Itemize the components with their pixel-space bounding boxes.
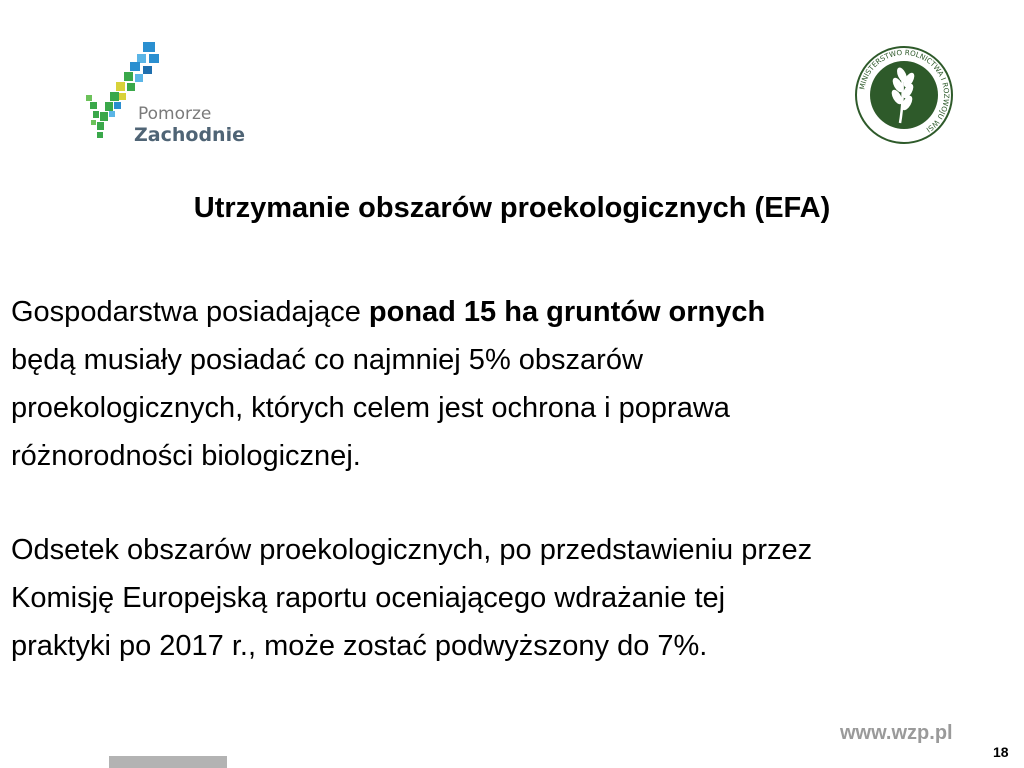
- page-number: 18: [993, 744, 1009, 760]
- svg-text:MINISTERSTWO ROLNICTWA I ROZWO: MINISTERSTWO ROLNICTWA I ROZWOJU WSI: [857, 47, 952, 135]
- paragraph1-line2: będą musiały posiadać co najmniej 5% obszarów: [11, 344, 643, 376]
- ministry-seal-logo: [852, 45, 956, 145]
- paragraph2-line2: Komisję Europejską raportu oceniającego wdrażanie tej: [11, 582, 726, 614]
- paragraph1-lead: Gospodarstwa posiadające: [11, 296, 369, 328]
- logo-text-pomorze: Pomorze: [138, 104, 212, 124]
- paragraph2-line1: Odsetek obszarów proekologicznych, po przedstawieniu przez: [11, 534, 813, 566]
- paragraph1-line4: różnorodności biologicznej.: [11, 440, 361, 472]
- footer-website-url: www.wzp.pl: [840, 722, 953, 744]
- slide-title: Utrzymanie obszarów proekologicznych (EFA): [193, 192, 831, 224]
- paragraph1-line3: proekologicznych, których celem jest ochrona i poprawa: [11, 392, 730, 424]
- paragraph-efa-requirement: [11, 288, 1011, 480]
- logo-text-zachodnie: Zachodnie: [134, 124, 245, 146]
- paragraph-efa-increase: [11, 526, 1011, 670]
- footer-decorative-bar: [109, 756, 227, 768]
- ministry-seal-icon: [852, 45, 956, 145]
- paragraph2-line3: praktyki po 2017 r., może zostać podwyższony do 7%.: [11, 630, 708, 662]
- paragraph1-line1: [11, 288, 1011, 336]
- paragraph1-bold: ponad 15 ha gruntów ornych: [368, 296, 766, 328]
- pomorze-zachodnie-logo: [86, 40, 256, 152]
